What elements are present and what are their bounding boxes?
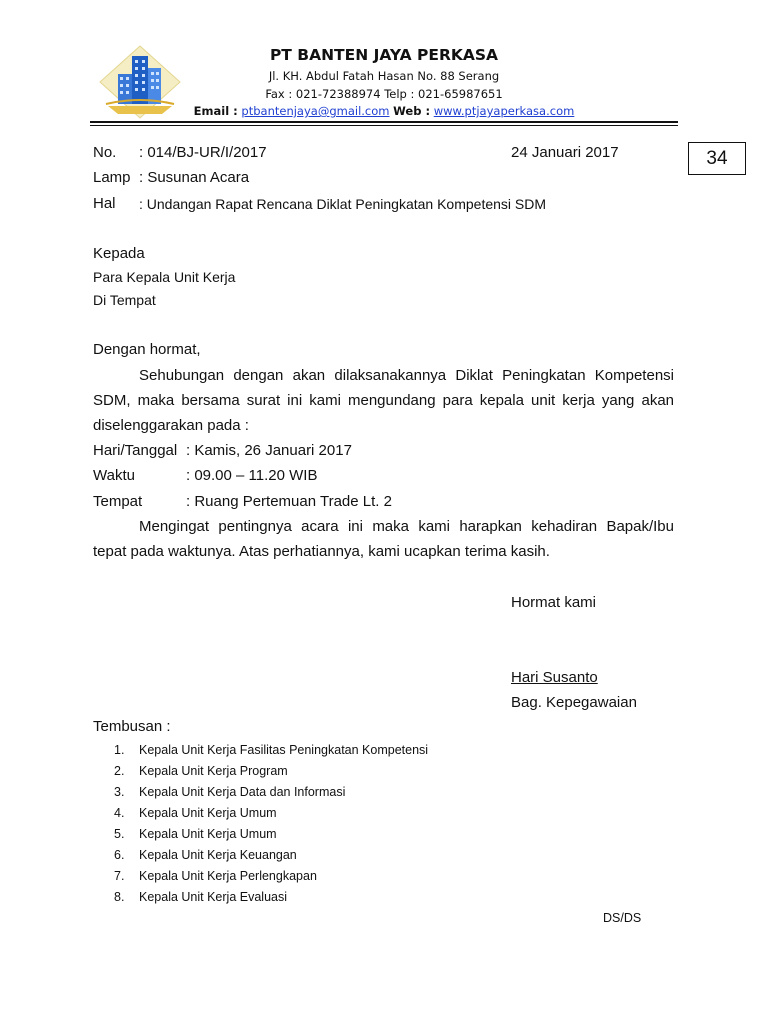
list-item: 1. Kepala Unit Kerja Fasilitas Peningkatan Kompetensi xyxy=(114,743,429,757)
list-item: 5. Kepala Unit Kerja Umum xyxy=(114,827,277,841)
list-item: 8. Kepala Unit Kerja Evaluasi xyxy=(114,890,287,904)
no-value: : 014/BJ-UR/I/2017 xyxy=(139,144,267,161)
company-address: Jl. KH. Abdul Fatah Hasan No. 88 Serang xyxy=(268,69,500,83)
para1-line3: diselenggarakan pada : xyxy=(93,417,249,434)
list-item: 4. Kepala Unit Kerja Umum xyxy=(114,806,277,820)
list-item: 3. Kepala Unit Kerja Data dan Informasi xyxy=(114,785,346,799)
signer-position: Bag. Kepegawaian xyxy=(511,694,637,711)
company-name: PT BANTEN JAYA PERKASA xyxy=(269,46,499,64)
tempat-value: : Ruang Pertemuan Trade Lt. 2 xyxy=(186,493,392,510)
tempat-label: Tempat xyxy=(93,493,143,510)
header-divider-thin xyxy=(90,125,678,126)
hal-label: Hal xyxy=(93,195,116,212)
list-item: 7. Kepala Unit Kerja Perlengkapan xyxy=(114,869,317,883)
company-contact xyxy=(0,104,768,118)
footer-code: DS/DS xyxy=(603,911,642,925)
para1-line1: Sehubungan dengan akan dilaksanakannya Diklat Peningkatan Kompetensi xyxy=(139,367,674,384)
email-link[interactable]: ptbantenjaya@gmail.com xyxy=(241,104,390,118)
kepada-label: Kepada xyxy=(93,245,145,262)
hal-value: : Undangan Rapat Rencana Diklat Peningkatan Kompetensi SDM xyxy=(139,196,547,212)
header-divider-thick xyxy=(90,121,678,123)
lamp-label: Lamp xyxy=(93,169,131,186)
email-label: Email : xyxy=(193,104,238,118)
web-label: Web : xyxy=(393,104,431,118)
para2-line2: tepat pada waktunya. Atas perhatiannya, kami ucapkan terima kasih. xyxy=(93,543,550,560)
company-fax-telp: Fax : 021-72388974 Telp : 021-65987651 xyxy=(265,87,503,101)
lamp-value: : Susunan Acara xyxy=(139,169,250,186)
waktu-value: : 09.00 – 11.20 WIB xyxy=(186,467,318,484)
para2-line1: Mengingat pentingnya acara ini maka kami harapkan kehadiran Bapak/Ibu xyxy=(139,518,674,535)
web-link[interactable]: www.ptjayaperkasa.com xyxy=(433,104,575,118)
no-label: No. xyxy=(93,144,117,161)
page-number-box: 34 xyxy=(688,142,746,175)
recipient-line1: Para Kepala Unit Kerja xyxy=(93,269,236,285)
closing: Hormat kami xyxy=(511,594,597,611)
hari-label: Hari/Tanggal xyxy=(93,442,178,459)
para1-line2: SDM, maka bersama surat ini kami mengundang para kepala unit kerja yang akan xyxy=(93,392,674,409)
letter-date: 24 Januari 2017 xyxy=(511,144,619,161)
list-item: 6. Kepala Unit Kerja Keuangan xyxy=(114,848,297,862)
tembusan-title: Tembusan : xyxy=(93,718,171,735)
tembusan-list xyxy=(114,743,428,911)
greeting: Dengan hormat, xyxy=(93,341,201,358)
hari-value: : Kamis, 26 Januari 2017 xyxy=(186,442,352,459)
waktu-label: Waktu xyxy=(93,467,135,484)
recipient-line2: Di Tempat xyxy=(93,292,156,308)
list-item: 2. Kepala Unit Kerja Program xyxy=(114,764,288,778)
signer-name: Hari Susanto xyxy=(511,669,598,686)
